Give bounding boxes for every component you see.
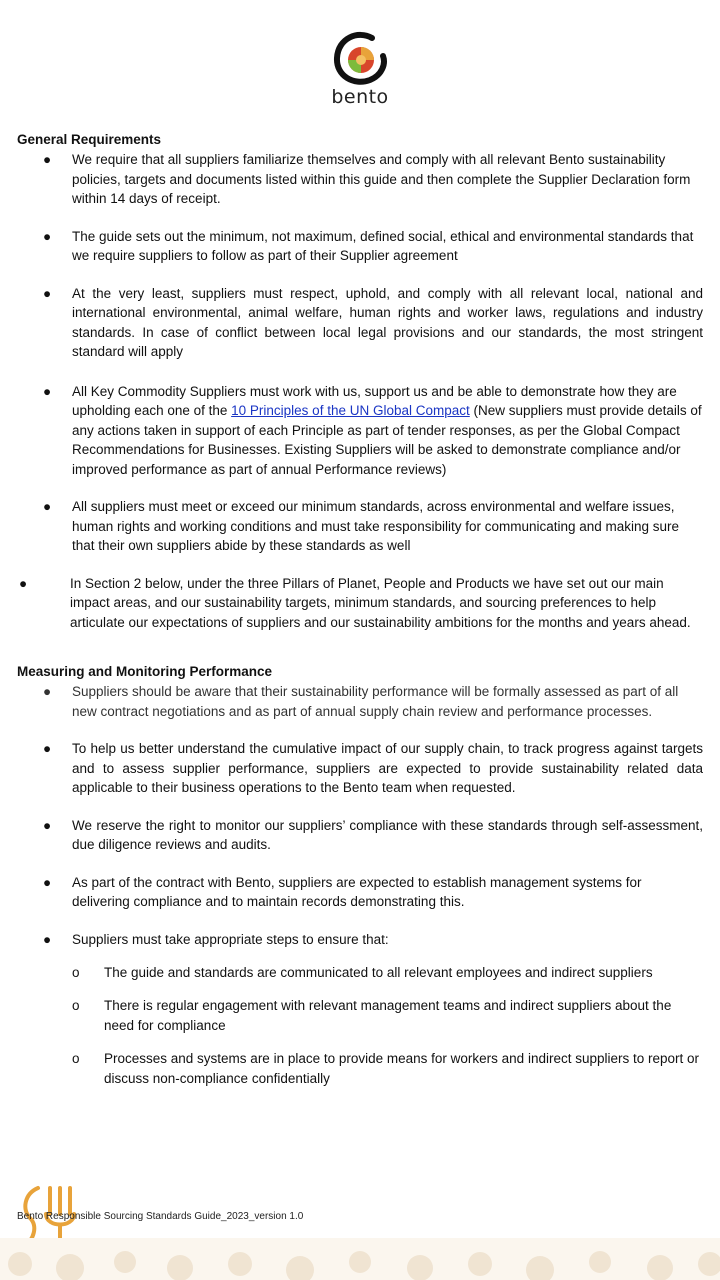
un-global-compact-link[interactable]: 10 Principles of the UN Global Compact (231, 403, 470, 418)
bullet-icon: ● (19, 575, 28, 591)
document-body (17, 130, 703, 1102)
bento-logo (0, 28, 720, 108)
list-item: ● We reserve the right to monitor our suppliers’ compliance with these standards through self-assessment, due diligence reviews and audits. (43, 817, 703, 852)
bullet-icon: ● (43, 499, 52, 514)
bento-logo-mark-icon (328, 28, 392, 90)
list-item: ● All suppliers must meet or exceed our minimum standards, across environmental and welfare issues, human rights and working conditions and must take responsibility for communicating and making sure that their own suppliers abide by these standards as well (43, 499, 680, 553)
bullet-icon: ● (43, 741, 52, 756)
bento-wordmark: bento (331, 86, 389, 108)
bullet-icon: ● (43, 684, 52, 699)
list-item: ● We require that all suppliers familiarize themselves and comply with all relevant Bento sustainability policies, targets and documents listed within this guide and then complete the Supplier Declaration form within 14 days of receipt. (43, 152, 691, 206)
bullet-icon: ● (43, 228, 52, 244)
bullet-icon: ● (43, 383, 52, 399)
sub-list-item: o The guide and standards are communicated to all relevant employees and indirect suppliers (72, 963, 703, 983)
list-item: ● Suppliers must take appropriate steps to ensure that: o The guide and standards are communicated to all relevant employees and indirect suppliers o There is regular engagement with relevant management teams and indirect suppliers about the need for compliance o Processes and systems are in place to provide means for workers and indirect suppliers to report or discuss non-compliance confidentially (17, 930, 703, 1090)
sub-list-item: o Processes and systems are in place to provide means for workers and indirect suppliers to report or discuss non-compliance confidentially (72, 1051, 700, 1086)
list-item: ● At the very least, suppliers must respect, uphold, and comply with all relevant local, national and international environmental, animal welfare, human rights and worker laws, regulations and industry standards. In case of conflict between local legal provisions and our standards, the most stringent standard will apply (43, 285, 703, 359)
sub-list (72, 963, 703, 1089)
bullet-icon: ● (43, 817, 52, 833)
measuring-performance-list (17, 682, 703, 1089)
list-item: ● In Section 2 below, under the three Pillars of Planet, People and Products we have set out our main impact areas, and our sustainability targets, minimum standards, and sourcing preferences to help articulate our expectations of suppliers and our sustainability ambitions for the months and years ahead. (19, 575, 691, 630)
list-item: ● To help us better understand the cumulative impact of our supply chain, to track progress against targets and to assess supplier performance, suppliers are expected to provide sustainability related data applicable to their business operations to the Bento team when requested. (43, 741, 703, 795)
sub-list-item: o There is regular engagement with relevant management teams and indirect suppliers about the need for compliance (72, 998, 672, 1033)
list-item: ● As part of the contract with Bento, suppliers are expected to establish management systems for delivering compliance and to maintain records demonstrating this. (43, 874, 642, 909)
footer-text: Bento Responsible Sourcing Standards Guide_2023_version 1.0 (17, 1211, 304, 1222)
section-heading-measuring: Measuring and Monitoring Performance (17, 664, 273, 679)
list-item: ● All Key Commodity Suppliers must work with us, support us and be able to demonstrate how they are upholding each one of the 10 Principles of the UN Global Compact (New suppliers must provide details of any actions taken in support of each Principle as part of tender responses, as per the Global Compact Recommendations for Businesses. Existing Suppliers will be asked to demonstrate compliance and/or improved performance as part of annual Performance reviews) (43, 383, 702, 477)
circle-bullet-icon: o (72, 965, 80, 980)
bullet-icon: ● (43, 152, 52, 167)
list-item: ● The guide sets out the minimum, not maximum, defined social, ethical and environmental standards that we require suppliers to follow as part of their Supplier agreement (43, 228, 694, 263)
list-item: ● Suppliers should be aware that their sustainability performance will be formally assessed as part of all new contract negotiations and as part of annual supply chain review and performance processes. (43, 684, 679, 719)
general-requirements-list (17, 150, 703, 632)
section-heading-general: General Requirements (17, 132, 162, 147)
circle-bullet-icon: o (72, 998, 80, 1013)
bullet-icon: ● (43, 931, 52, 947)
bullet-icon: ● (43, 874, 52, 890)
circle-bullet-icon: o (72, 1051, 80, 1066)
decorative-pattern-band (0, 1238, 720, 1280)
bullet-icon: ● (43, 285, 52, 301)
